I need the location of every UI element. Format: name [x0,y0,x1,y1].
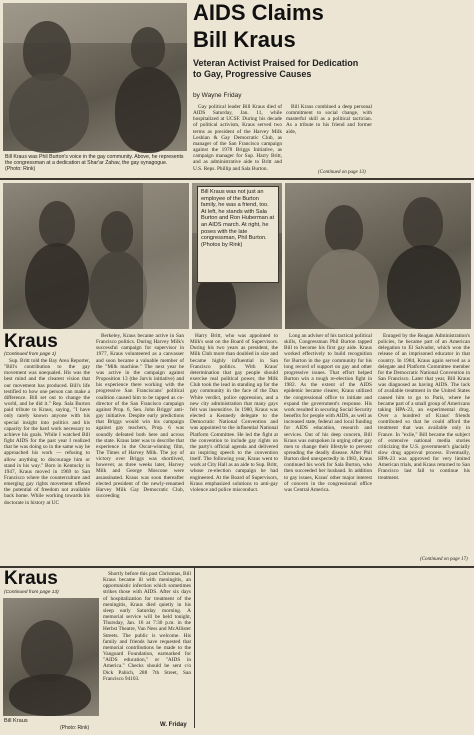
byline: by Wayne Friday [193,92,242,99]
headline-line2: Bill Kraus [193,27,296,52]
top-photo-caption: Bill Kraus was Phil Burton's voice in the gay community. Above, he represents the congressman at a dedication at Shar'ar Zahav, the gay synagogue. (Photo: Rink) [5,154,184,173]
mid-col-1 [4,358,90,565]
continued-note: (Continued on page 13) [318,170,366,175]
lead-paragraph: Gay political leader Bill Kraus died of AIDS Saturday, Jan. 11, while hospitalized at UCSF. During his decade of political activism, Kraus served two terms as president of the Harvey Milk Lesbian & Gay Democratic Club, as manager of the San Francisco campaign against the 1978 Briggs Initiative, as campaign manager for Sup. Harry Britt, and as administrative aide to Britt and U.S. Reps. Phillip and Sala Burton. [193,104,282,172]
middle-photo-caption: Bill Kraus was not just an employee of the Burton family, he was a friend, too. At left, he stands with Sala Burton and Ron Huberman at an AIDS march. At right, he poses with the late congressman, Phil Burton. (Photos by Rink) [197,186,279,283]
bottom-photo-credit: (Photo: Rink) [60,725,90,731]
mid-col-5 [378,333,470,555]
headline-line1: AIDS Claims [193,0,324,25]
middle-photo-left [3,183,189,329]
continued-from: (Continued from page 13) [4,590,59,595]
bottom-col [103,571,191,719]
section-divider [0,178,474,180]
column-divider [194,568,195,728]
column-text: Sup. Britt told the Bay Area Reporter, "Bill's contribution to the gay movement was unequaled. His was the best mind and the clearest vision that our movement has produced. Bill's life testified to how one person can make a difference. Bill set out to change the world, and he did it." Rep. Sala Burton paid tribute to Kraus, saying, "I have only rarely known anyone with his special insight into politics and his capacity for the hard work necessary to achieve his goals. While I watched Bill fight AIDS for the past year I realized that he was doing so in the same way he approached his work — refusing to allow anything to discourage him or stand in his way." Born in Kentucky in 1947, Kraus moved in 1969 to San Francisco where the counterculture and emerging gay rights movement offered the potential of freedom not available back home. While working towards his doctorate in history at UC [4,358,90,506]
continued-from: (Continued from page 1) [4,352,56,357]
middle-photo-right [285,183,471,329]
mid-col-4 [284,333,372,565]
mid-col-2 [96,333,184,565]
lead-paragraph: Bill Kraus combined a deep personal commitment to social change, with masterful skill as a political tactician. As a tribute to his friend and former aide, [286,104,372,135]
top-lead-col-2 [286,104,372,168]
signoff: W. Friday [160,722,187,728]
column-text: Berkeley, Kraus became active in San Francisco politics. During Harvey Milk's successful campaign for supervisor in 1977, Kraus volunteered as a canvasser and soon became a valuable member of the "Milk machine." The next year he was active in the campaign against Proposition 13 (the Jarvis initiative) and his experience there working with the progressive San Franciscans' political coalition caused him to be tapped as co-director of the San Francisco campaign against Prop. 6, Sen. John Briggs' anti-gay initiative. Despite early predictions that Briggs would win his campaign against gay teachers, Prop. 6 was soundly defeated both here and across the state. Kraus later was to describe that experience in the Oscar-winning film, The Times of Harvey Milk. The joy of victory over Briggs was shortlived, however, as three weeks later, Harvey Milk and George Moscone were assassinated. Kraus was soon thereafter elected president of the newly-renamed Harvey Milk Gay Democratic Club, succeeding [96,333,184,500]
top-lead-col-1 [193,104,282,172]
continued-note: (Continued on page 17) [420,557,468,562]
subhead: Veteran Activist Praised for Dedication to Gay, Progressive Causes [193,58,359,79]
section-divider [0,566,474,568]
column-text: Enraged by the Reagan Administration's policies, he became part of an American delegation to El Salvador, which won the release of an imprisoned educator in that country. In 1984, Kraus again served as a delegate and Platform Committee member for the Democratic National Convention in San Francisco. Later that year, Bill Kraus was diagnosed as having AIDS. The lack of available treatment in the United States caused him to go to Paris, where he became part of a small group of Americans taking HPA-23, an experimental drug. Over a hundred of Kraus' friends contributed so that he could afford the treatment that was available only in France. In "exile," Bill became the subject of extensive national media stories criticizing the U.S. government's glacially slow drug approval process. Eventually, HPA-23 was approved for very limited American trials, and Kraus returned to San Francisco last fall to continue his treatment. [378,333,470,481]
section-head-kraus: Kraus [4,331,58,352]
bottom-photo-caption: Bill Kraus [4,718,28,724]
column-text: Shortly before this past Christmas, Bill Kraus became ill with meningitis, an opportunistic infection which sometimes strikes those with AIDS. After six days of hospitalization for treatment of the meningitis, Kraus died quietly in his sleep early Saturday morning. A memorial service will be held tonight, Thursday, Jan. 16 at 7:30 p.m. in the Herbst Theatre, Van Ness and McAllister Streets. The public is welcome. His family and friends have requested that memorial contributions be made to the Vanguard Foundation, earmarked for "AIDS education," or "AIDS in America." Checks should be sent c/o Dick Pabich, 288 7th Street, San Francisco 94103. [103,571,191,682]
column-text: Long an adviser of his tactical political skills, Congressman Phil Burton tapped Bill to become his first gay aide. Kraus worked effectively to build recognition for Burton in the gay community for his long record of support on gay and other progressive issues. That effort helped Burton win a tough re-election fight in 1982. As the extent of the AIDS epidemic became clearer, Kraus utilized the congressional office to initiate and expand the government's response. His work resulted in securing Social Security benefits for people with AIDS, as well as increased state, federal and local funding for AIDS education, research and services. Out of his deep concern, Bill Kraus was outspoken in urging other gay men to change their lifestyle to prevent spreading the deadly disease. After Phil Burton died unexpectedly in 1983, Kraus continued his work for Sala Burton, who then succeeded her husband. In addition to gay issues, Kraus' other major interest of concern in the congressional office was Central America. [284,333,372,493]
bottom-photo [3,598,99,716]
top-photo [3,3,187,151]
section-head-kraus-bottom: Kraus [4,568,58,589]
mid-col-3 [190,333,278,565]
column-text: Harry Britt, who was appointed to Milk's seat on the Board of Supervisors. During his two years as president, the Milk Club more than doubled in size and became highly influential in San Francisco politics. With Kraus' determination that gay people should exercise real political power, the Milk Club took the lead in standing up for the gay community in the face of the Dan White verdict, police oppression, and a new city administration that many gays felt was insensitive. In 1980, Kraus was elected a Kennedy delegate to the Democratic National Convention and was appointed to the influential National Platform Committee. He led the fight at the convention to include gay rights on the party's official agenda and delivered an inspiring speech to the convention itself. The following year, Kraus went to work at City Hall as an aide to Sup. Britt, whose re-election campaign he had engineered. At the Board of Supervisors, Kraus emphasized solutions to anti-gay violence and police misconduct. [190,333,278,493]
